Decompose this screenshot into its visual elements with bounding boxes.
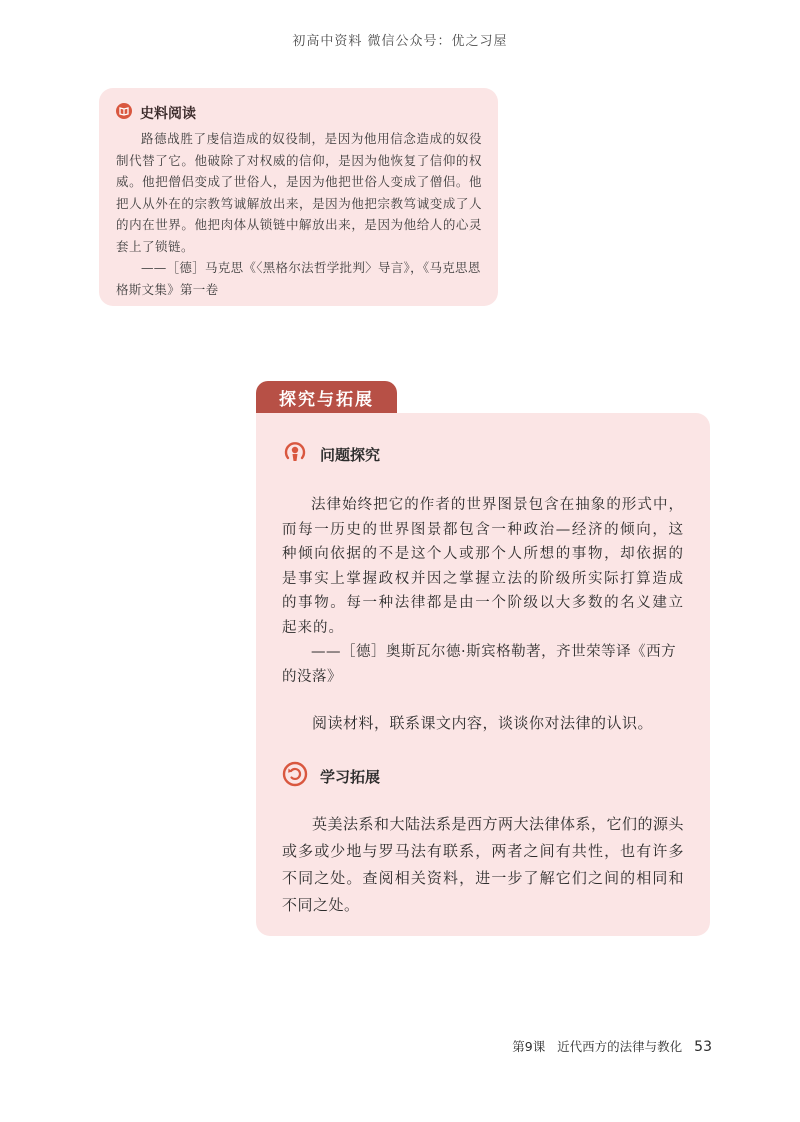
footer-lesson	[512, 1037, 682, 1055]
source-reading-title: 史料阅读	[140, 106, 196, 122]
page-header: 初高中资料 微信公众号：优之习屋	[292, 34, 508, 49]
question-prompt: 阅读材料，联系课文内容，谈谈你对法律的认识。	[312, 714, 654, 732]
explore-tab: 探究与拓展	[256, 381, 397, 414]
page-footer	[512, 1037, 712, 1055]
question-quote: 法律始终把它的作者的世界图景包含在抽象的形式中，而每一历史的世界图景都包含一种政治—经济的倾向，这种倾向依据的不是这个人或那个人所想的事物，却依据的是事实上掌握政权并因之掌握立法的阶级所实际打算造成的事物。每一种法律都是由一个阶级以大多数的名义建立起来的。	[282, 497, 684, 636]
extend-text: 英美法系和大陆法系是西方两大法律体系，它们的源头或多或少地与罗马法有联系，两者之间有共性，也有许多不同之处。查阅相关资料，进一步了解它们之间的相同和不同之处。	[282, 815, 685, 914]
book-icon	[116, 103, 132, 123]
footer-lesson-number: 第9课	[512, 1039, 546, 1054]
question-bulb-icon	[282, 439, 308, 469]
source-reading-box	[99, 88, 498, 306]
source-reading-title-row	[116, 102, 482, 124]
question-section-title: 问题探究	[320, 445, 381, 464]
extend-section-title-row	[282, 761, 684, 791]
footer-lesson-title: 近代西方的法律与教化	[557, 1039, 683, 1054]
question-quote-citation: ——［德］奥斯瓦尔德·斯宾格勒著，齐世荣等译《西方的没落》	[282, 644, 677, 685]
explore-box	[256, 413, 710, 936]
refresh-circle-icon	[282, 761, 308, 791]
extend-section-title: 学习拓展	[320, 767, 381, 786]
question-section-title-row	[282, 439, 684, 469]
source-reading-text: 路德战胜了虔信造成的奴役制，是因为他用信念造成的奴役制代替了它。他破除了对权威的信仰，是因为他恢复了信仰的权威。他把僧侣变成了世俗人，是因为他把世俗人变成了僧侣。他把人从外在的宗教笃诚解放出来，是因为他把宗教笃诚变成了人的内在世界。他把肉体从锁链中解放出来，是因为他给人的心灵套上了锁链。	[116, 131, 482, 254]
page-number: 53	[694, 1039, 712, 1055]
source-reading-citation: ——［德］马克思《〈黑格尔法哲学批判〉导言》，《马克思恩格斯文集》第一卷	[116, 260, 481, 297]
